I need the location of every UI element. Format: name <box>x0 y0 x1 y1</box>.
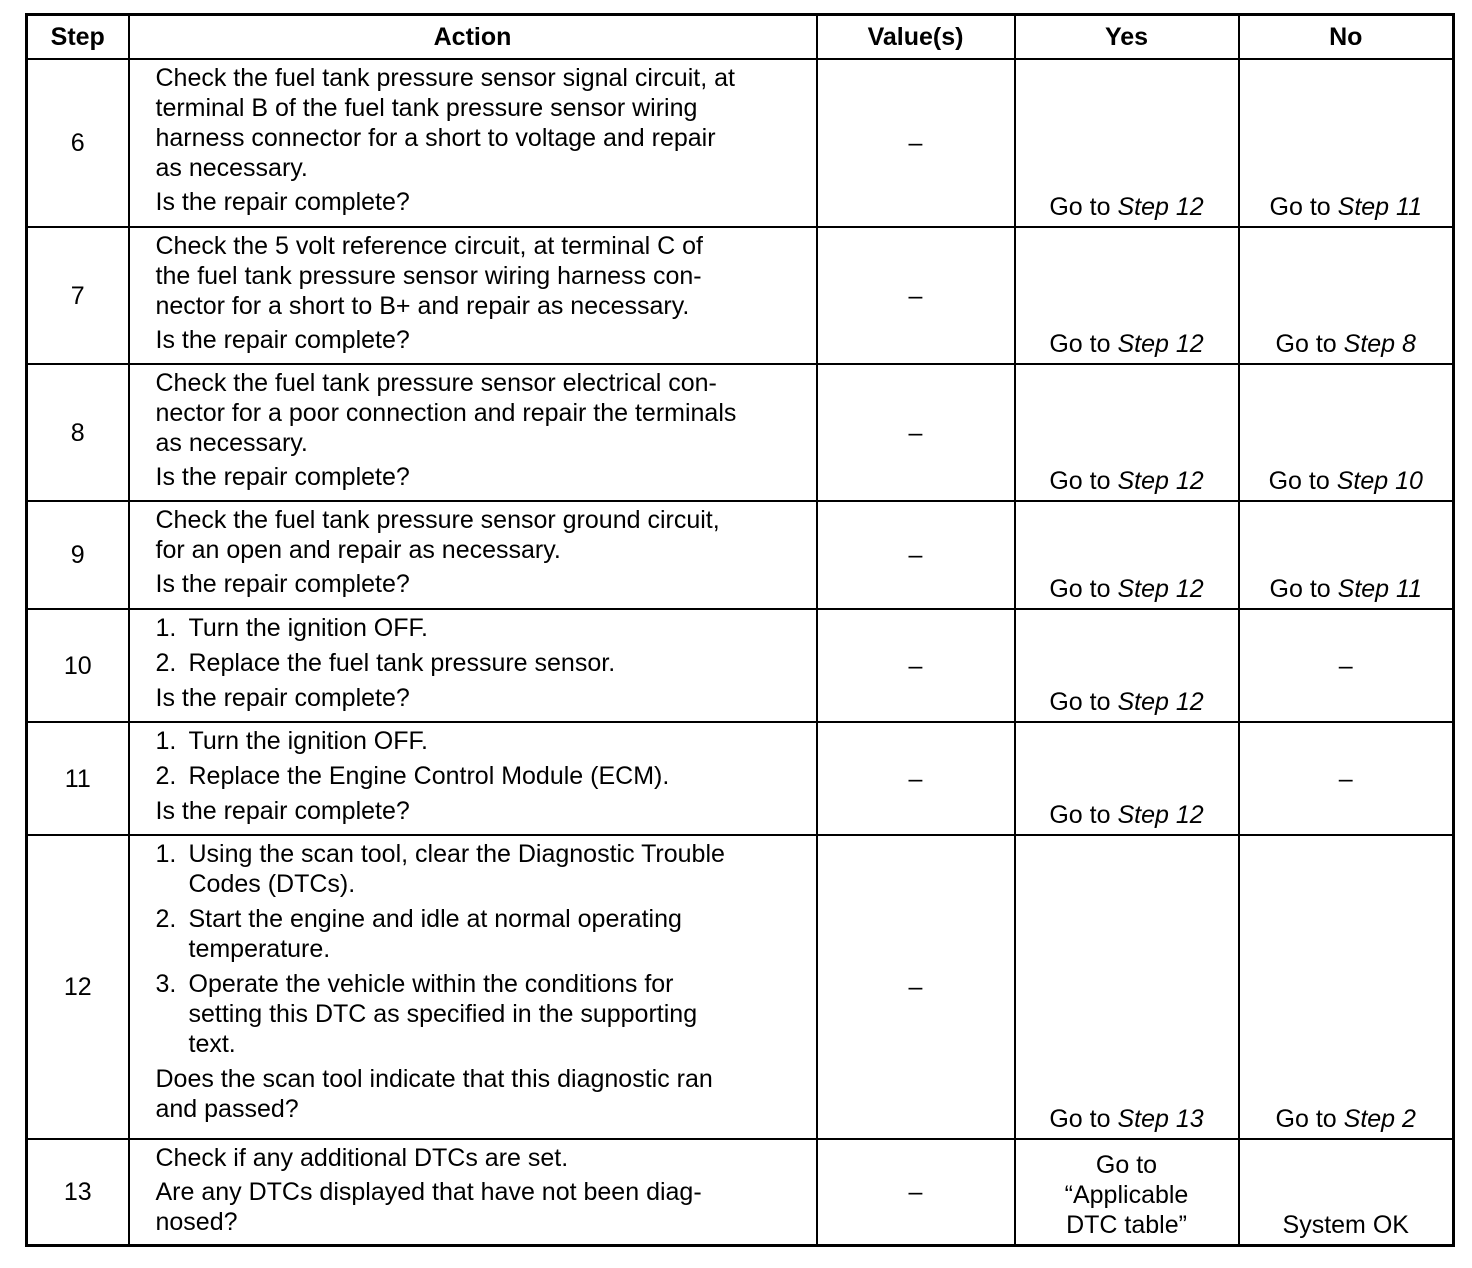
numbered-instruction <box>156 648 808 678</box>
instruction-number: 2. <box>155 905 177 933</box>
go-to-label: Go to <box>1049 575 1111 603</box>
step-number: 8 <box>27 364 129 501</box>
numbered-instruction <box>156 839 808 899</box>
instruction-text <box>189 969 808 1059</box>
step-reference: Step 11 <box>1337 575 1422 603</box>
table-row <box>27 59 1454 227</box>
yes-line: DTC table” <box>1066 1210 1187 1239</box>
question-line: Are any DTCs displayed that have not been diag- <box>155 1178 702 1206</box>
step-reference: Step 10 <box>1336 467 1423 495</box>
go-to-label: Go to <box>1049 688 1111 716</box>
step-reference: Step 8 <box>1343 330 1416 358</box>
action-text-line: Check the fuel tank pressure sensor electrical con- <box>155 369 717 397</box>
action-text-line: Check the fuel tank pressure sensor ground circuit, <box>155 506 720 534</box>
action-cell <box>129 609 817 722</box>
action-text-line: Check the fuel tank pressure sensor signal circuit, at <box>155 64 735 92</box>
action-cell <box>129 835 817 1139</box>
question-line: nosed? <box>155 1208 238 1236</box>
step-number: 11 <box>27 722 129 835</box>
numbered-instruction <box>156 904 808 964</box>
instruction-text <box>189 839 808 899</box>
action-text-line: Check if any additional DTCs are set. <box>155 1144 569 1172</box>
instruction-line: Codes (DTCs). <box>188 870 356 898</box>
step-number: 7 <box>27 227 129 364</box>
yes-line: Go to <box>1095 1150 1158 1179</box>
no-cell: – <box>1239 722 1454 835</box>
action-cell <box>129 722 817 835</box>
table-row <box>27 609 1454 722</box>
header-row <box>27 15 1454 60</box>
instruction-text: Replace the Engine Control Module (ECM). <box>188 762 670 790</box>
step-number: 10 <box>27 609 129 722</box>
instruction-text: Replace the fuel tank pressure sensor. <box>188 649 616 677</box>
instruction-line: Using the scan tool, clear the Diagnostic Trouble <box>188 840 725 868</box>
instruction-number: 1. <box>155 614 177 642</box>
question-text: Is the repair complete? <box>155 463 410 491</box>
question-line: Does the scan tool indicate that this diagnostic ran <box>155 1065 713 1093</box>
instruction-line: temperature. <box>188 935 331 963</box>
action-text-line: nector for a poor connection and repair the terminals <box>155 399 737 427</box>
action-cell <box>129 364 817 501</box>
go-to-label: Go to <box>1049 193 1111 221</box>
question-text: Is the repair complete? <box>155 326 410 354</box>
yes-cell <box>1015 501 1239 609</box>
step-reference: Step 2 <box>1343 1105 1416 1133</box>
header-yes: Yes <box>1015 15 1239 60</box>
table-row <box>27 501 1454 609</box>
go-to-label: Go to <box>1268 467 1330 495</box>
question-text: Is the repair complete? <box>155 684 410 712</box>
question-text: Is the repair complete? <box>155 188 410 216</box>
no-cell <box>1239 501 1454 609</box>
value-cell: – <box>817 364 1015 501</box>
yes-line: “Applicable <box>1064 1180 1189 1209</box>
yes-cell <box>1015 59 1239 227</box>
yes-cell <box>1015 722 1239 835</box>
go-to-label: Go to <box>1275 1105 1337 1133</box>
yes-cell <box>1015 835 1239 1139</box>
go-to-label: Go to <box>1049 467 1111 495</box>
no-cell <box>1239 835 1454 1139</box>
step-reference: Step 12 <box>1117 688 1204 716</box>
instruction-number: 1. <box>155 840 177 868</box>
numbered-instruction <box>156 613 808 643</box>
table-row <box>27 1139 1454 1245</box>
action-cell <box>129 59 817 227</box>
action-cell <box>129 227 817 364</box>
yes-cell <box>1015 364 1239 501</box>
numbered-instruction <box>156 726 808 756</box>
question-text <box>156 1064 808 1124</box>
yes-cell <box>1015 1139 1239 1245</box>
no-cell: – <box>1239 609 1454 722</box>
table-row <box>27 835 1454 1139</box>
instruction-line: Start the engine and idle at normal operating <box>188 905 682 933</box>
step-reference: Step 12 <box>1117 330 1204 358</box>
value-cell: – <box>817 501 1015 609</box>
question-text: Is the repair complete? <box>155 570 410 598</box>
header-no: No <box>1239 15 1454 60</box>
value-cell: – <box>817 227 1015 364</box>
step-reference: Step 12 <box>1117 575 1204 603</box>
header-values: Value(s) <box>817 15 1015 60</box>
instruction-text: Turn the ignition OFF. <box>188 727 428 755</box>
instruction-line: text. <box>188 1030 236 1058</box>
numbered-instruction <box>156 761 808 791</box>
numbered-instruction <box>156 969 808 1059</box>
instruction-number: 2. <box>155 649 177 677</box>
step-number: 13 <box>27 1139 129 1245</box>
action-text-line: harness connector for a short to voltage and repair <box>155 124 716 152</box>
table-row <box>27 364 1454 501</box>
value-cell: – <box>817 1139 1015 1245</box>
yes-cell <box>1015 609 1239 722</box>
no-cell <box>1239 364 1454 501</box>
step-reference: Step 12 <box>1117 193 1204 221</box>
instruction-number: 3. <box>155 970 177 998</box>
table-row <box>27 722 1454 835</box>
question-text <box>156 1177 808 1237</box>
table-row <box>27 227 1454 364</box>
step-number: 9 <box>27 501 129 609</box>
action-text-line: the fuel tank pressure sensor wiring harness con- <box>155 262 702 290</box>
action-cell <box>129 1139 817 1245</box>
question-line: and passed? <box>155 1095 299 1123</box>
go-to-label: Go to <box>1275 330 1337 358</box>
instruction-text <box>189 904 808 964</box>
action-text-line: terminal B of the fuel tank pressure sensor wiring <box>155 94 698 122</box>
action-text-line: for an open and repair as necessary. <box>155 536 561 564</box>
action-text-line: Check the 5 volt reference circuit, at terminal C of <box>155 232 703 260</box>
value-cell: – <box>817 609 1015 722</box>
instruction-number: 1. <box>155 727 177 755</box>
action-text-line: as necessary. <box>155 154 308 182</box>
diagnostic-table <box>25 13 1455 1247</box>
go-to-label: Go to <box>1049 330 1111 358</box>
go-to-label: Go to <box>1049 1105 1111 1133</box>
question-text: Is the repair complete? <box>155 797 410 825</box>
instruction-number: 2. <box>155 762 177 790</box>
step-number: 12 <box>27 835 129 1139</box>
instruction-line: setting this DTC as specified in the supporting <box>188 1000 698 1028</box>
no-cell <box>1239 59 1454 227</box>
no-cell <box>1239 227 1454 364</box>
step-reference: Step 11 <box>1337 193 1422 221</box>
instruction-text: Turn the ignition OFF. <box>188 614 428 642</box>
step-reference: Step 12 <box>1117 801 1204 829</box>
step-reference: Step 12 <box>1117 467 1204 495</box>
action-text-line: nector for a short to B+ and repair as necessary. <box>155 292 690 320</box>
header-action: Action <box>129 15 817 60</box>
header-step: Step <box>27 15 129 60</box>
no-cell: System OK <box>1239 1139 1454 1245</box>
yes-cell <box>1015 227 1239 364</box>
step-reference: Step 13 <box>1117 1105 1204 1133</box>
action-text-line: as necessary. <box>155 429 308 457</box>
action-cell <box>129 501 817 609</box>
go-to-label: Go to <box>1269 193 1331 221</box>
instruction-line: Operate the vehicle within the conditions for <box>188 970 674 998</box>
value-cell: – <box>817 722 1015 835</box>
step-number: 6 <box>27 59 129 227</box>
go-to-label: Go to <box>1269 575 1331 603</box>
value-cell: – <box>817 59 1015 227</box>
value-cell: – <box>817 835 1015 1139</box>
go-to-label: Go to <box>1049 801 1111 829</box>
